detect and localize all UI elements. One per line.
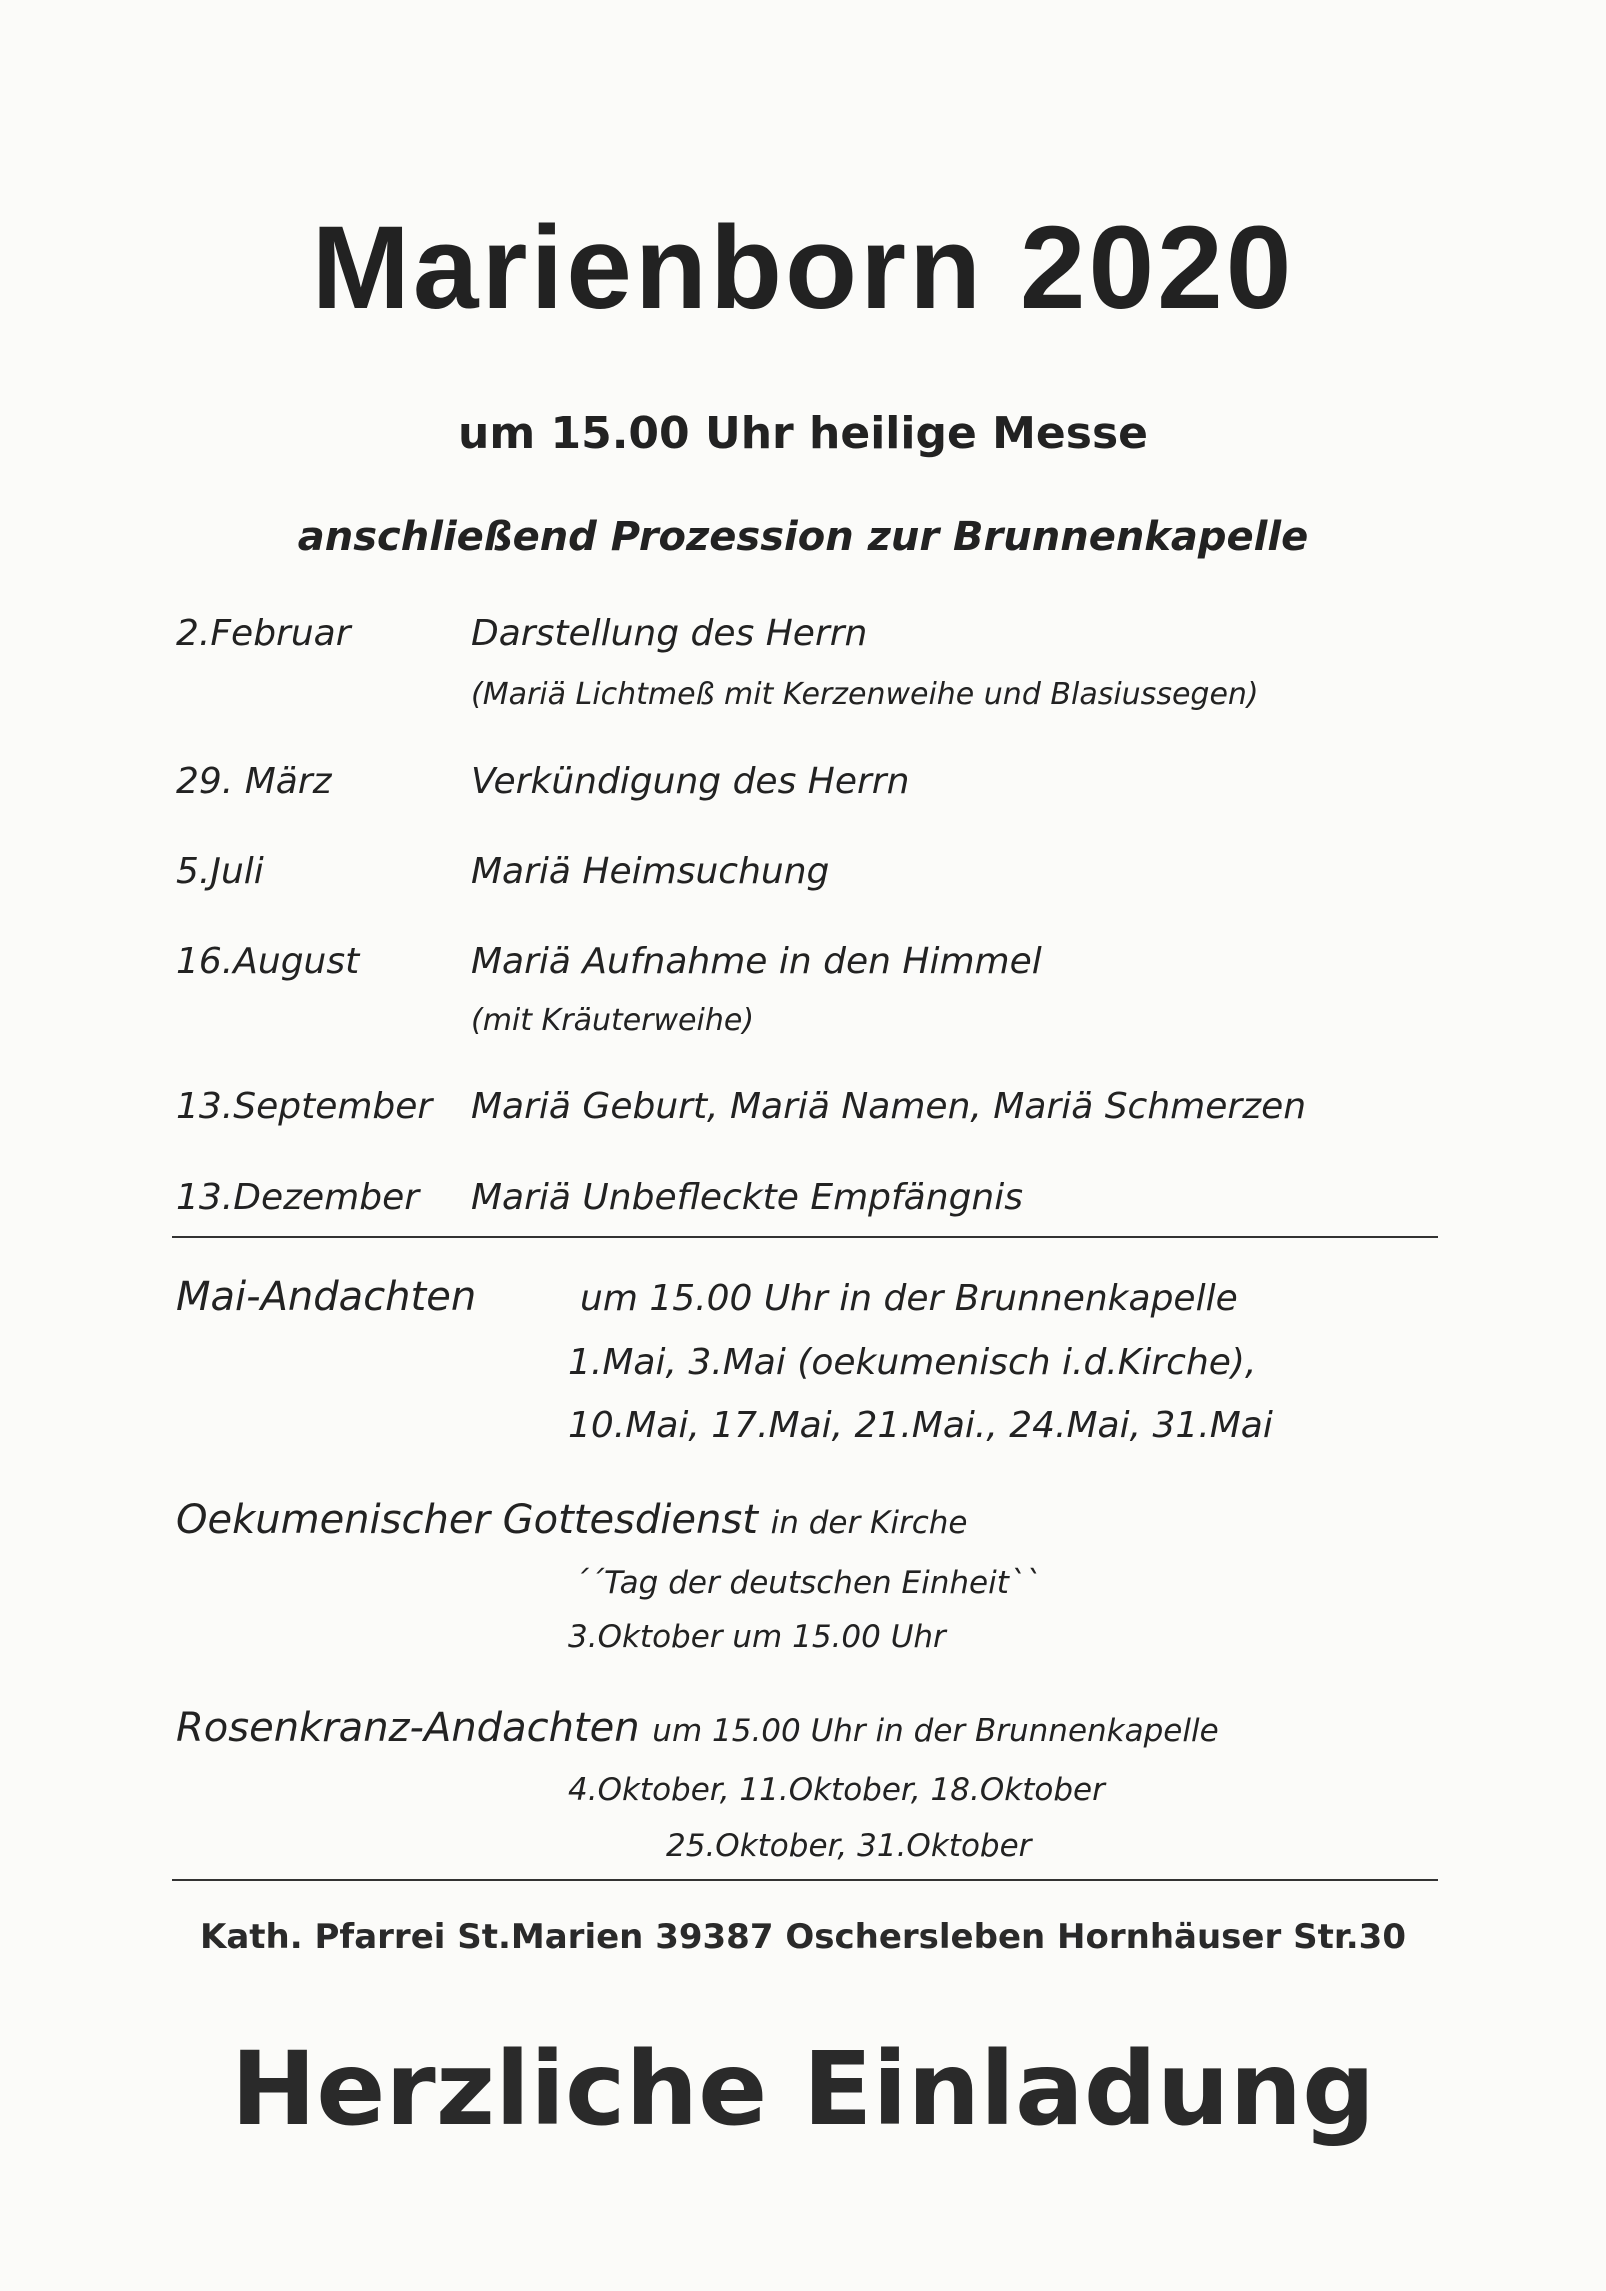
event-date: 29. März [176, 761, 332, 802]
event-name: Darstellung des Herrn [471, 613, 868, 654]
event-date: 13.Dezember [176, 1177, 420, 1218]
procession-note: anschließend Prozession zur Brunnenkapelle [297, 514, 1309, 560]
event-name: Mariä Unbefleckte Empfängnis [471, 1177, 1023, 1218]
event-date: 5.Juli [176, 851, 264, 892]
oekumene-date: 3.Oktober um 15.00 Uhr [568, 1619, 946, 1655]
mai-time: um 15.00 Uhr in der Brunnenkapelle [580, 1278, 1238, 1319]
event-date: 2.Februar [176, 613, 351, 654]
closing-invitation: Herzliche Einladung [230, 2030, 1376, 2149]
divider [172, 1236, 1438, 1238]
event-name: Mariä Geburt, Mariä Namen, Mariä Schmerzen [471, 1086, 1307, 1127]
oekumene-occasion: ´´Tag der deutschen Einheit`` [573, 1565, 1040, 1601]
event-name: Mariä Aufnahme in den Himmel [471, 941, 1042, 982]
parish-address: Kath. Pfarrei St.Marien 39387 Oschersleben Hornhäuser Str.30 [200, 1917, 1406, 1957]
divider [172, 1879, 1438, 1881]
oekumene-heading [176, 1497, 968, 1543]
mai-heading: Mai-Andachten [176, 1274, 477, 1320]
rosenkranz-title: Rosenkranz-Andachten [176, 1705, 640, 1751]
mai-dates: 10.Mai, 17.Mai, 21.Mai., 24.Mai, 31.Mai [568, 1405, 1273, 1446]
mass-time: um 15.00 Uhr heilige Messe [458, 408, 1148, 459]
event-date: 16.August [176, 941, 360, 982]
page-title: Marienborn 2020 [311, 202, 1295, 334]
event-date: 13.September [176, 1086, 433, 1127]
event-name: Verkündigung des Herrn [471, 761, 910, 802]
mai-dates: 1.Mai, 3.Mai (oekumenisch i.d.Kirche), [568, 1342, 1257, 1383]
event-name: Mariä Heimsuchung [471, 851, 830, 892]
rosenkranz-heading [176, 1705, 1219, 1751]
rosenkranz-time: um 15.00 Uhr in der Brunnenkapelle [652, 1713, 1219, 1749]
rosenkranz-dates: 4.Oktober, 11.Oktober, 18.Oktober [568, 1772, 1105, 1808]
rosenkranz-dates: 25.Oktober, 31.Oktober [666, 1828, 1032, 1864]
event-note: (Mariä Lichtmeß mit Kerzenweihe und Blasiussegen) [471, 677, 1259, 712]
oekumene-place: in der Kirche [770, 1505, 968, 1541]
oekumene-title: Oekumenischer Gottesdienst [176, 1497, 758, 1543]
event-note: (mit Kräuterweihe) [471, 1003, 755, 1038]
